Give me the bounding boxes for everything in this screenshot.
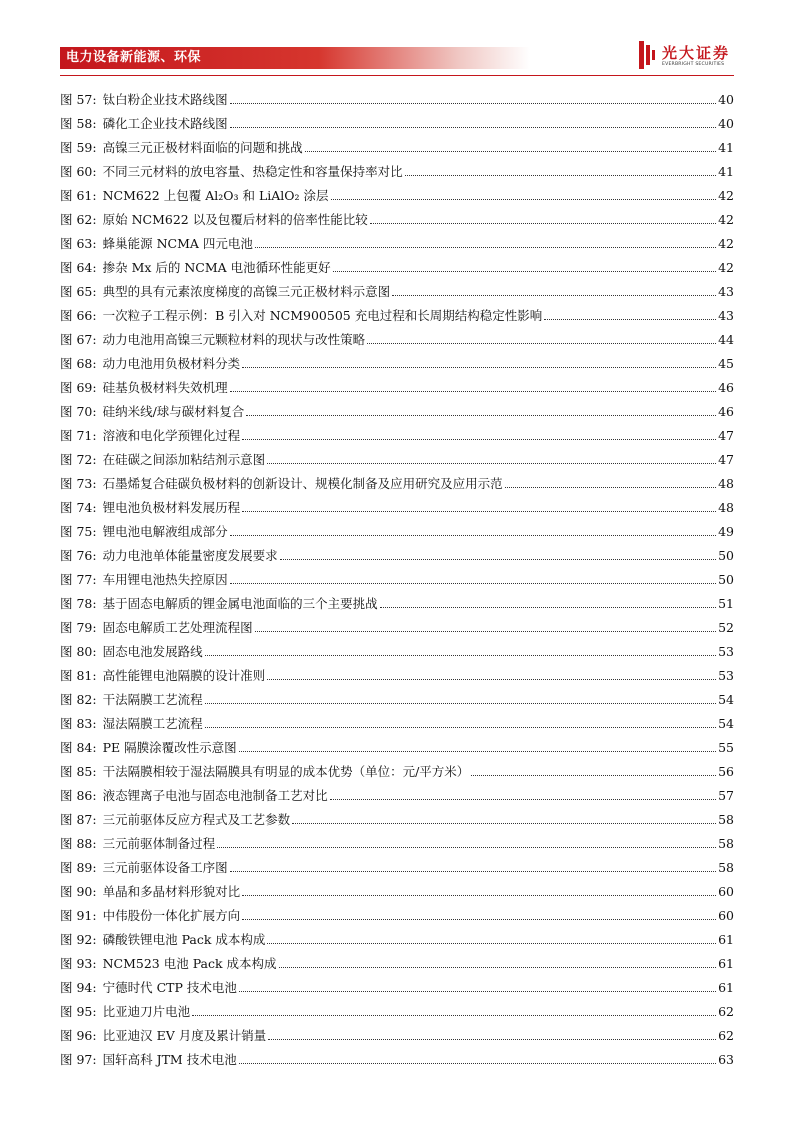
page-number: 42 xyxy=(718,260,734,275)
figure-title: 磷酸铁锂电池 Pack 成本构成 xyxy=(102,932,266,947)
figure-title: 典型的具有元素浓度梯度的高镍三元正极材料示意图 xyxy=(102,284,391,299)
page-number: 46 xyxy=(718,404,734,419)
dot-leader xyxy=(242,367,716,368)
figure-number: 图 82: xyxy=(60,692,97,707)
dot-leader xyxy=(205,703,716,704)
dot-leader xyxy=(405,175,716,176)
dot-leader xyxy=(392,295,716,296)
toc-entry[interactable] xyxy=(60,180,734,204)
page-number: 62 xyxy=(718,1028,734,1043)
dot-leader xyxy=(192,1015,716,1016)
toc-entry[interactable] xyxy=(60,996,734,1020)
figure-title: 固态电池发展路线 xyxy=(102,644,203,659)
figure-number: 图 86: xyxy=(60,788,97,803)
toc-entry[interactable] xyxy=(60,372,734,396)
figure-number: 图 68: xyxy=(60,356,97,371)
page-number: 44 xyxy=(718,332,734,347)
figure-number: 图 65: xyxy=(60,284,97,299)
figure-number: 图 83: xyxy=(60,716,97,731)
page-number: 61 xyxy=(718,980,734,995)
dot-leader xyxy=(230,535,716,536)
dot-leader xyxy=(242,895,716,896)
toc-entry[interactable] xyxy=(60,1044,734,1068)
figure-title: 动力电池用负极材料分类 xyxy=(102,356,241,371)
toc-entry[interactable] xyxy=(60,252,734,276)
toc-entry[interactable] xyxy=(60,852,734,876)
dot-leader xyxy=(267,679,716,680)
page-number: 46 xyxy=(718,380,734,395)
page-number: 42 xyxy=(718,188,734,203)
page-number: 50 xyxy=(718,572,734,587)
page-number: 48 xyxy=(718,500,734,515)
header-divider xyxy=(60,75,734,76)
figure-number: 图 61: xyxy=(60,188,97,203)
page-number: 51 xyxy=(718,596,734,611)
page-number: 47 xyxy=(718,452,734,467)
figure-number: 图 81: xyxy=(60,668,97,683)
toc-entry[interactable] xyxy=(60,732,734,756)
toc-entry[interactable] xyxy=(60,660,734,684)
figure-number: 图 69: xyxy=(60,380,97,395)
figure-title: 蜂巢能源 NCMA 四元电池 xyxy=(102,236,253,251)
page-number: 52 xyxy=(718,620,734,635)
figure-toc-list xyxy=(60,84,734,1068)
figure-number: 图 60: xyxy=(60,164,97,179)
dot-leader xyxy=(292,823,716,824)
page-number: 57 xyxy=(718,788,734,803)
figure-number: 图 90: xyxy=(60,884,97,899)
figure-number: 图 94: xyxy=(60,980,97,995)
page-number: 58 xyxy=(718,836,734,851)
dot-leader xyxy=(230,103,716,104)
dot-leader xyxy=(280,559,716,560)
figure-number: 图 95: xyxy=(60,1004,97,1019)
figure-number: 图 77: xyxy=(60,572,97,587)
toc-entry[interactable] xyxy=(60,300,734,324)
figure-number: 图 93: xyxy=(60,956,97,971)
figure-title: 三元前驱体反应方程式及工艺参数 xyxy=(102,812,291,827)
dot-leader xyxy=(471,775,716,776)
dot-leader xyxy=(370,223,716,224)
figure-number: 图 85: xyxy=(60,764,97,779)
toc-entry[interactable] xyxy=(60,132,734,156)
page-number: 63 xyxy=(718,1052,734,1067)
figure-title: 硅基负极材料失效机理 xyxy=(102,380,228,395)
dot-leader xyxy=(246,415,716,416)
figure-number: 图 80: xyxy=(60,644,97,659)
page-number: 43 xyxy=(718,284,734,299)
toc-entry[interactable] xyxy=(60,396,734,420)
page-number: 42 xyxy=(718,212,734,227)
figure-title: 单晶和多晶材料形貌对比 xyxy=(102,884,241,899)
figure-number: 图 59: xyxy=(60,140,97,155)
dot-leader xyxy=(333,271,716,272)
page-number: 55 xyxy=(718,740,734,755)
dot-leader xyxy=(242,511,716,512)
figure-title: 锂电池负极材料发展历程 xyxy=(102,500,241,515)
figure-title: 不同三元材料的放电容量、热稳定性和容量保持率对比 xyxy=(102,164,403,179)
figure-number: 图 64: xyxy=(60,260,97,275)
dot-leader xyxy=(330,799,716,800)
figure-number: 图 87: xyxy=(60,812,97,827)
figure-number: 图 91: xyxy=(60,908,97,923)
page-number: 49 xyxy=(718,524,734,539)
figure-number: 图 96: xyxy=(60,1028,97,1043)
figure-title: 中伟股份一体化扩展方向 xyxy=(102,908,241,923)
figure-title: 钛白粉企业技术路线图 xyxy=(102,92,228,107)
logo-mark-icon xyxy=(638,40,656,70)
figure-number: 图 58: xyxy=(60,116,97,131)
toc-entry[interactable] xyxy=(60,276,734,300)
page-number: 41 xyxy=(718,140,734,155)
page-number: 54 xyxy=(718,692,734,707)
toc-entry[interactable] xyxy=(60,780,734,804)
figure-number: 图 57: xyxy=(60,92,97,107)
figure-title: 车用锂电池热失控原因 xyxy=(102,572,228,587)
dot-leader xyxy=(505,487,716,488)
figure-title: 宁德时代 CTP 技术电池 xyxy=(102,980,237,995)
figure-number: 图 97: xyxy=(60,1052,97,1067)
figure-number: 图 79: xyxy=(60,620,97,635)
toc-entry[interactable] xyxy=(60,972,734,996)
toc-entry[interactable] xyxy=(60,900,734,924)
page-number: 53 xyxy=(718,644,734,659)
figure-number: 图 78: xyxy=(60,596,97,611)
logo-text-en: EVERBRIGHT SECURITIES xyxy=(662,62,725,67)
toc-entry[interactable] xyxy=(60,828,734,852)
figure-number: 图 89: xyxy=(60,860,97,875)
figure-title: 高镍三元正极材料面临的问题和挑战 xyxy=(102,140,303,155)
figure-number: 图 75: xyxy=(60,524,97,539)
toc-entry[interactable] xyxy=(60,1020,734,1044)
figure-title: 动力电池单体能量密度发展要求 xyxy=(102,548,278,563)
page-number: 53 xyxy=(718,668,734,683)
figure-number: 图 70: xyxy=(60,404,97,419)
dot-leader xyxy=(267,463,716,464)
toc-entry[interactable] xyxy=(60,492,734,516)
toc-entry[interactable] xyxy=(60,156,734,180)
figure-title: 高性能锂电池隔膜的设计准则 xyxy=(102,668,266,683)
dot-leader xyxy=(205,727,716,728)
toc-entry[interactable] xyxy=(60,564,734,588)
figure-title: 干法隔膜工艺流程 xyxy=(102,692,203,707)
dot-leader xyxy=(279,967,717,968)
toc-entry[interactable] xyxy=(60,948,734,972)
figure-title: 国轩高科 JTM 技术电池 xyxy=(102,1052,237,1067)
figure-title: 液态锂离子电池与固态电池制备工艺对比 xyxy=(102,788,328,803)
page-number: 50 xyxy=(718,548,734,563)
figure-title: 一次粒子工程示例：B 引入对 NCM900505 充电过程和长周期结构稳定性影响 xyxy=(102,308,543,323)
figure-number: 图 88: xyxy=(60,836,97,851)
dot-leader xyxy=(239,751,716,752)
dot-leader xyxy=(367,343,716,344)
dot-leader xyxy=(230,391,716,392)
toc-entry[interactable] xyxy=(60,756,734,780)
toc-entry[interactable] xyxy=(60,468,734,492)
page-number: 40 xyxy=(718,92,734,107)
page-number: 58 xyxy=(718,812,734,827)
toc-entry[interactable] xyxy=(60,444,734,468)
toc-entry[interactable] xyxy=(60,612,734,636)
figure-title: 三元前驱体设备工序图 xyxy=(102,860,228,875)
dot-leader xyxy=(242,919,716,920)
dot-leader xyxy=(230,871,716,872)
dot-leader xyxy=(239,991,716,992)
toc-entry[interactable] xyxy=(60,636,734,660)
figure-title: NCM523 电池 Pack 成本构成 xyxy=(102,956,277,971)
toc-entry[interactable] xyxy=(60,84,734,108)
figure-title: 比亚迪汉 EV 月度及累计销量 xyxy=(102,1028,267,1043)
page-number: 47 xyxy=(718,428,734,443)
figure-title: 锂电池电解液组成部分 xyxy=(102,524,228,539)
page-number: 48 xyxy=(718,476,734,491)
toc-entry[interactable] xyxy=(60,516,734,540)
figure-title: NCM622 上包覆 Al₂O₃ 和 LiAlO₂ 涂层 xyxy=(102,188,329,203)
page-number: 61 xyxy=(718,956,734,971)
toc-entry[interactable] xyxy=(60,876,734,900)
figure-number: 图 74: xyxy=(60,500,97,515)
figure-number: 图 73: xyxy=(60,476,97,491)
figure-number: 图 62: xyxy=(60,212,97,227)
figure-number: 图 71: xyxy=(60,428,97,443)
toc-entry[interactable] xyxy=(60,420,734,444)
page-number: 60 xyxy=(718,884,734,899)
figure-title: 基于固态电解质的锂金属电池面临的三个主要挑战 xyxy=(102,596,378,611)
figure-number: 图 76: xyxy=(60,548,97,563)
toc-entry[interactable] xyxy=(60,588,734,612)
toc-entry[interactable] xyxy=(60,228,734,252)
dot-leader xyxy=(331,199,717,200)
figure-title: 三元前驱体制备过程 xyxy=(102,836,216,851)
figure-title: 比亚迪刀片电池 xyxy=(102,1004,191,1019)
figure-number: 图 66: xyxy=(60,308,97,323)
page-number: 42 xyxy=(718,236,734,251)
everbright-logo xyxy=(638,40,738,70)
figure-title: 原始 NCM622 以及包覆后材料的倍率性能比较 xyxy=(102,212,368,227)
toc-entry[interactable] xyxy=(60,324,734,348)
figure-title: 湿法隔膜工艺流程 xyxy=(102,716,203,731)
dot-leader xyxy=(268,1039,716,1040)
dot-leader xyxy=(230,583,716,584)
page-number: 56 xyxy=(718,764,734,779)
page-number: 61 xyxy=(718,932,734,947)
dot-leader xyxy=(217,847,716,848)
dot-leader xyxy=(230,127,716,128)
figure-number: 图 67: xyxy=(60,332,97,347)
toc-entry[interactable] xyxy=(60,108,734,132)
dot-leader xyxy=(242,439,716,440)
toc-entry[interactable] xyxy=(60,708,734,732)
page-number: 45 xyxy=(718,356,734,371)
dot-leader xyxy=(239,1063,716,1064)
page-number: 60 xyxy=(718,908,734,923)
page-number: 58 xyxy=(718,860,734,875)
dot-leader xyxy=(205,655,716,656)
toc-entry[interactable] xyxy=(60,348,734,372)
figure-title: 硅纳米线/球与碳材料复合 xyxy=(102,404,245,419)
figure-title: 掺杂 Mx 后的 NCMA 电池循环性能更好 xyxy=(102,260,331,275)
dot-leader xyxy=(267,943,716,944)
figure-title: PE 隔膜涂覆改性示意图 xyxy=(102,740,237,755)
figure-title: 溶液和电化学预锂化过程 xyxy=(102,428,241,443)
page-number: 54 xyxy=(718,716,734,731)
logo-text-cn: 光大证券 xyxy=(662,44,731,62)
figure-title: 动力电池用高镍三元颗粒材料的现状与改性策略 xyxy=(102,332,366,347)
dot-leader xyxy=(255,247,716,248)
dot-leader xyxy=(380,607,716,608)
page-number: 43 xyxy=(718,308,734,323)
toc-entry[interactable] xyxy=(60,204,734,228)
dot-leader xyxy=(305,151,716,152)
figure-title: 在硅碳之间添加粘结剂示意图 xyxy=(102,452,266,467)
page-number: 62 xyxy=(718,1004,734,1019)
dot-leader xyxy=(544,319,716,320)
page-number: 40 xyxy=(718,116,734,131)
dot-leader xyxy=(255,631,716,632)
toc-entry[interactable] xyxy=(60,540,734,564)
figure-title: 干法隔膜相较于湿法隔膜具有明显的成本优势（单位：元/平方米） xyxy=(102,764,470,779)
figure-number: 图 63: xyxy=(60,236,97,251)
toc-entry[interactable] xyxy=(60,804,734,828)
figure-number: 图 84: xyxy=(60,740,97,755)
figure-title: 固态电解质工艺处理流程图 xyxy=(102,620,253,635)
section-title: 电力设备新能源、环保 xyxy=(66,50,202,65)
figure-number: 图 72: xyxy=(60,452,97,467)
figure-number: 图 92: xyxy=(60,932,97,947)
page-number: 41 xyxy=(718,164,734,179)
toc-entry[interactable] xyxy=(60,684,734,708)
toc-entry[interactable] xyxy=(60,924,734,948)
figure-title: 石墨烯复合硅碳负极材料的创新设计、规模化制备及应用研究及应用示范 xyxy=(102,476,503,491)
figure-title: 磷化工企业技术路线图 xyxy=(102,116,228,131)
